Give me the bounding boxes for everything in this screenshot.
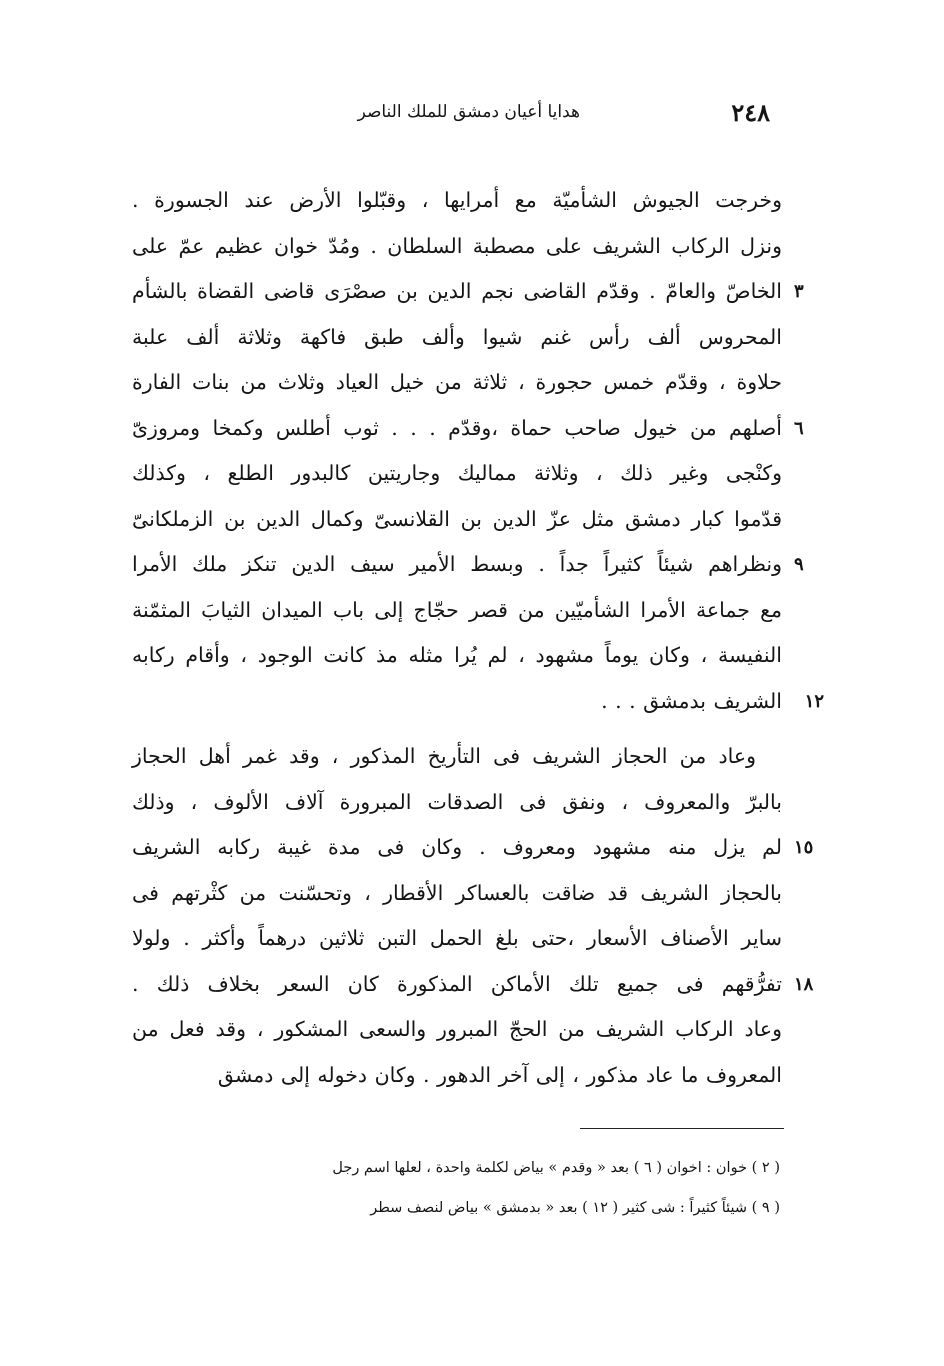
running-title: هدايا أعيان دمشق للملك الناصر [357,102,580,122]
line-number: ١٥ [794,837,814,858]
text-line [132,406,804,452]
text-line [132,315,782,361]
line-text: الخاصّ والعامّ . وقدّم القاضى نجم الدين بن صصْرَى قاضى القضاة بالشأم [132,279,782,303]
line-number: ١٨ [794,973,814,995]
line-text: ساير الأصناف الأسعار ،حتى بلغ الحمل التبن ثلاثين درهماً وأكثر . ولولا [132,926,782,950]
line-text: وعاد من الحجاز الشريف فى التأريخ المذكور ، وقد غمر أهل الحجاز [132,744,756,768]
line-number: ٦ [794,417,804,439]
text-line [132,178,782,224]
page-header [330,98,770,138]
line-text: لم يزل منه مشهود ومعروف . وكان فى مدة غيبة ركابه الشريف [132,835,782,859]
line-text: أصلهم من خيول صاحب حماة ،وقدّم . . . ثوب أطلس وكمخا ومروزىّ [132,415,782,440]
page-number: ٢٤٨ [731,98,770,127]
line-text: النفيسة ، وكان يوماً مشهود ، لم يُرا مثله مذ كانت الوجود ، وأقام ركابه [132,643,782,667]
text-line [132,269,804,315]
main-text [132,178,824,1098]
text-line [132,360,782,406]
text-line [132,451,782,497]
line-text: بالحجاز الشريف قد ضاقت بالعساكر الأقطار ، وتحسّنت من كثْرتهم فى [132,880,782,905]
text-line [132,542,804,588]
line-text: ونظراهم شيئاً كثيراً جداً . وبسط الأمير سيف الدين تنكز ملك الأمرا [132,552,782,576]
text-line [132,916,782,962]
text-line [132,962,814,1008]
text-line [132,825,814,871]
line-text: بالبرّ والمعروف ، ونفق فى الصدقات المبرورة آلاف الألوف ، وذلك [132,789,782,814]
text-line [132,224,782,270]
line-number: ١٢ [804,690,824,712]
line-text: قدّموا كبار دمشق مثل عزّ الدين بن القلانسىّ وكمال الدين بن الزملكانىّ [132,506,782,531]
text-line [132,1007,782,1053]
text-line [132,588,782,634]
line-text: الشريف بدمشق . . . [601,688,782,713]
line-number: ٣ [794,281,804,302]
footnote: ( ٢ ) خوان : اخوان ( ٦ ) بعد « وقدم » بياض لكلمة واحدة ، لعلها اسم رجل [332,1160,780,1176]
text-line [132,633,782,679]
line-number: ٩ [794,554,804,575]
line-text: ونزل الركاب الشريف على مصطبة السلطان . ومُدّ خوان عظيم عمّ على [132,233,782,258]
text-line [132,871,782,917]
line-text: حلاوة ، وقدّم خمس حجورة ، ثلاثة من خيل العياد وثلاث من بنات الفارة [132,370,782,394]
line-text: وكنْجى وغير ذلك ، وثلاثة مماليك وجاريتين كالبدور الطلع ، وكذلك [132,461,782,485]
text-line [132,679,824,725]
line-text: وخرجت الجيوش الشأميّة مع أمرايها ، وقبّلوا الأرض عند الجسورة . [132,188,782,212]
footnote-divider [580,1128,784,1129]
line-text: وعاد الركاب الشريف من الحجّ المبرور والسعى المشكور ، وقد فعل من [132,1017,782,1041]
line-text: المحروس ألف رأس غنم شيوا وألف طبق فاكهة وثلاثة ألف علبة [132,324,782,349]
footnote: ( ٩ ) شيئاً كثيراً : شى كثير ( ١٢ ) بعد « بدمشق » بياض لنصف سطر [370,1200,780,1216]
line-text: المعروف ما عاد مذكور ، إلى آخر الدهور . وكان دخوله إلى دمشق [217,1062,782,1087]
text-line [132,1053,782,1099]
paragraph-gap [132,724,782,734]
line-text: مع جماعة الأمرا الشأميّين من قصر حجّاج إلى باب الميدان الثيابَ المثمّنة [132,597,782,622]
footnotes [130,1148,780,1228]
text-line [132,734,782,780]
line-text: تفرُّقهم فى جميع تلك الأماكن المذكورة كان السعر بخلاف ذلك . [132,971,782,996]
text-line [132,497,782,543]
text-line [132,780,782,826]
